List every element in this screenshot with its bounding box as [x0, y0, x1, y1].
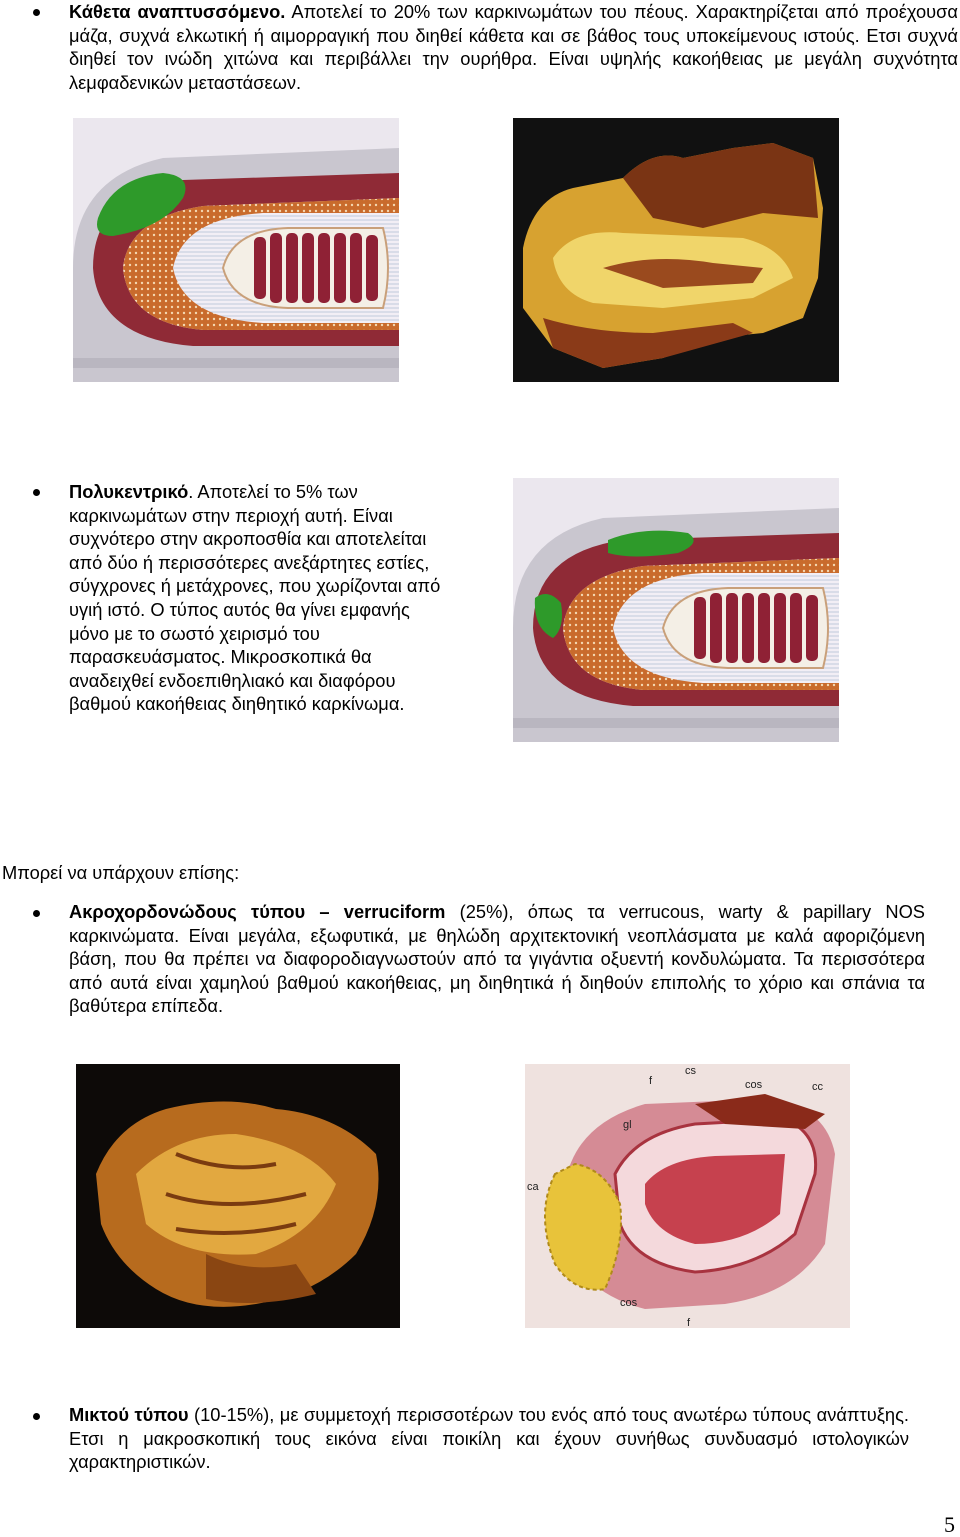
diagram-verruciform-section [525, 1064, 850, 1328]
intro-also: Μπορεί να υπάρχουν επίσης: [2, 862, 240, 883]
paragraph-mixed-text: (10-15%), με συμμετοχή περισσοτέρων του ενός από τους ανωτέρω τύπους ανάπτυξης. Ετσι η μακροσκοπική τους εικόνα είναι ποικίλη και έχουν συνήθως συνδυασμό ιστολογικών χαρακτηριστικών. [69, 1404, 909, 1473]
paragraph-mixed [69, 1403, 909, 1474]
photo-vertical-specimen [513, 118, 839, 382]
diagram-vertical-growth [73, 118, 399, 382]
label-cs: cs [685, 1065, 696, 1077]
paragraph-multicentric [69, 480, 441, 716]
paragraph-verruciform [69, 900, 925, 1018]
bullet-icon [33, 910, 40, 917]
label-cos-top: cos [745, 1079, 763, 1091]
page-number: 5 [944, 1512, 955, 1537]
photo-verruciform-specimen [76, 1064, 400, 1328]
paragraph-vertical [69, 0, 958, 94]
paragraph-vertical-text: Αποτελεί το 20% των καρκινωμάτων του πέους. Χαρακτηρίζεται από προέχουσα μάζα, συχνά ελκωτική ή αιμορραγική που διηθεί κάθετα και σε βάθος τους υποκείμενους ιστούς. Ετσι συχνά διηθεί τον ινώδη χιτώνα και περιβάλλει την ουρήθρα. Είναι υψηλής κακοήθειας με μεγάλη συχνότητα λεμφαδενικών μεταστάσεων. [69, 1, 958, 93]
label-f-top: f [649, 1075, 653, 1087]
term-vertical: Κάθετα αναπτυσσόμενο. [69, 1, 286, 22]
bullet-icon [33, 489, 40, 496]
label-cos-bottom: cos [620, 1297, 638, 1309]
bullet-icon [33, 9, 40, 16]
bullet-icon [33, 1413, 40, 1420]
label-f-bottom: f [687, 1317, 691, 1328]
term-verruciform: Ακροχορδονώδους τύπου – verruciform [69, 901, 446, 922]
paragraph-verruciform-text: (25%), όπως τα verrucous, warty & papillary NOS καρκινώματα. Είναι μεγάλα, εξωφυτικά, με θηλώδη αρχιτεκτονική νεοπλάσματα με καλά αφοριζόμενη βάση, που θα πρέπει να διαφοροδιαγνωστούν από τα γιγάντια οξυεντή κονδυλώματα. Τα περισσότερα από αυτά είναι χαμηλού βαθμού κακοήθειας, μη διηθητικά ή διηθούν επιπολής το χόριο και σπάνια τα βαθύτερα επίπεδα. [69, 901, 925, 1017]
label-cc: cc [812, 1081, 823, 1093]
label-ca: ca [527, 1181, 539, 1193]
term-multicentric: Πολυκεντρικό [69, 481, 189, 502]
label-gl: gl [623, 1119, 632, 1131]
paragraph-multicentric-text: . Αποτελεί το 5% των καρκινωμάτων στην περιοχή αυτή. Είναι συχνότερο στην ακροποσθία και αποτελείται από δύο ή περισσότερες ανεξάρτητες εστίες, σύγχρονες ή μετάχρονες, που χωρίζονται από υγιή ιστό. Ο τύπος αυτός θα γίνει εμφανής μόνο με το σωστό χειρισμό του παρασκευάσματος. Μικροσκοπικά θα αναδειχθεί ενδοεπιθηλιακό και διαφόρου βαθμού κακοήθειας διηθητικό καρκίνωμα. [69, 481, 441, 715]
term-mixed: Μικτού τύπου [69, 1404, 189, 1425]
diagram-multicentric [513, 478, 839, 742]
